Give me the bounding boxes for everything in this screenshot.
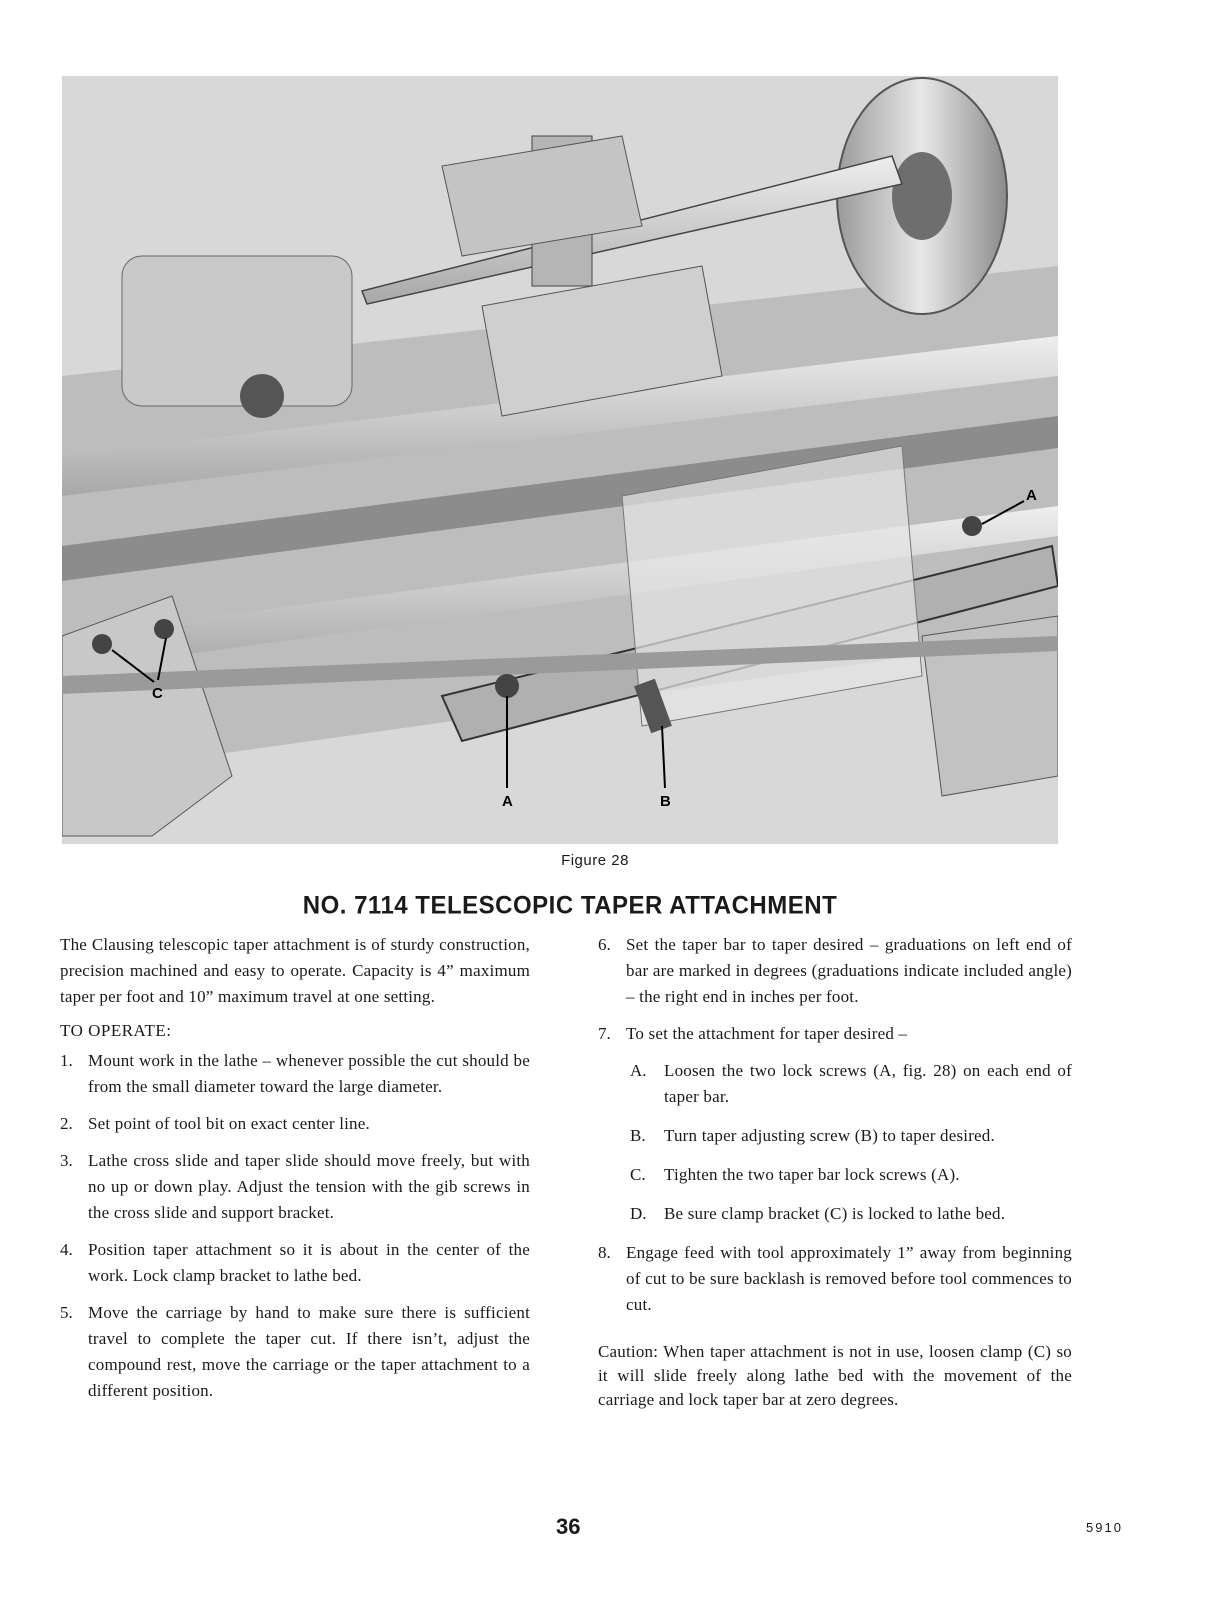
right-column (598, 932, 1072, 1412)
substep-d (630, 1201, 1072, 1227)
step-number: 4. (60, 1240, 73, 1259)
substep-c (630, 1162, 1072, 1188)
step-text: Position taper attachment so it is about in the center of the work. Lock clamp bracket to lathe bed. (88, 1240, 530, 1285)
substep-a (630, 1058, 1072, 1110)
step-7 (598, 1021, 1072, 1047)
step-2 (60, 1111, 530, 1137)
substep-letter: D. (630, 1204, 647, 1223)
step-number: 6. (598, 935, 611, 954)
step-text: Move the carriage by hand to make sure there is sufficient travel to complete the taper cut. If there isn’t, adjust the compound rest, move the carriage or the taper attachment to a different position. (88, 1303, 530, 1400)
intro-paragraph: The Clausing telescopic taper attachment is of sturdy construction, precision machined and easy to operate. Capacity is 4” maximum taper per foot and 10” maximum travel at one setting. (60, 935, 530, 1006)
left-column (60, 932, 530, 1415)
step-text: Set point of tool bit on exact center line. (88, 1114, 370, 1133)
step-number: 3. (60, 1151, 73, 1170)
step-4 (60, 1237, 530, 1289)
operate-heading: TO OPERATE: (60, 1021, 172, 1040)
page-number: 36 (556, 1514, 581, 1539)
step-text: Mount work in the lathe – whenever possible the cut should be from the small diameter toward the large diameter. (88, 1051, 530, 1096)
substep-letter: C. (630, 1165, 646, 1184)
step-text: Lathe cross slide and taper slide should move freely, but with no up or down play. Adjust the tension with the gib screws in the cross slide and support bracket. (88, 1151, 530, 1222)
step-1 (60, 1048, 530, 1100)
substep-text: Loosen the two lock screws (A, fig. 28) on each end of taper bar. (664, 1061, 1072, 1106)
caution-note: Caution: When taper attachment is not in use, loosen clamp (C) so it will slide freely along lathe bed with the movement of the carriage and lock taper bar at zero degrees. (598, 1342, 1072, 1409)
figure-caption: Figure 28 (561, 852, 629, 869)
label-a-bottom: A (502, 793, 513, 810)
step-3 (60, 1148, 530, 1226)
page-title: NO. 7114 TELESCOPIC TAPER ATTACHMENT (302, 891, 838, 920)
substep-b (630, 1123, 1072, 1149)
step-text: Set the taper bar to taper desired – graduations on left end of bar are marked in degrees (graduations indicate included angle) – the right end in inches per foot. (626, 935, 1072, 1006)
step-number: 8. (598, 1243, 611, 1262)
substep-text: Be sure clamp bracket (C) is locked to lathe bed. (664, 1204, 1006, 1223)
step-number: 1. (60, 1051, 73, 1070)
step-number: 2. (60, 1114, 73, 1133)
substep-letter: A. (630, 1061, 647, 1080)
lathe-drawing (62, 76, 1058, 844)
substep-text: Tighten the two taper bar lock screws (A). (664, 1165, 960, 1184)
label-a-right: A (1026, 487, 1037, 504)
step-5 (60, 1300, 530, 1404)
step-number: 5. (60, 1303, 73, 1322)
step-6 (598, 932, 1072, 1010)
figure-28-lathe-illustration (62, 76, 1058, 844)
label-b: B (660, 793, 671, 810)
document-code: 5910 (1086, 1520, 1123, 1535)
substep-text: Turn taper adjusting screw (B) to taper desired. (664, 1126, 995, 1145)
step-text: Engage feed with tool approximately 1” away from beginning of cut to be sure backlash is removed before tool commences to cut. (626, 1243, 1072, 1314)
step-8 (598, 1240, 1072, 1318)
substep-letter: B. (630, 1126, 646, 1145)
step-text: To set the attachment for taper desired – (626, 1024, 908, 1043)
label-c: C (152, 685, 163, 702)
step-number: 7. (598, 1024, 611, 1043)
